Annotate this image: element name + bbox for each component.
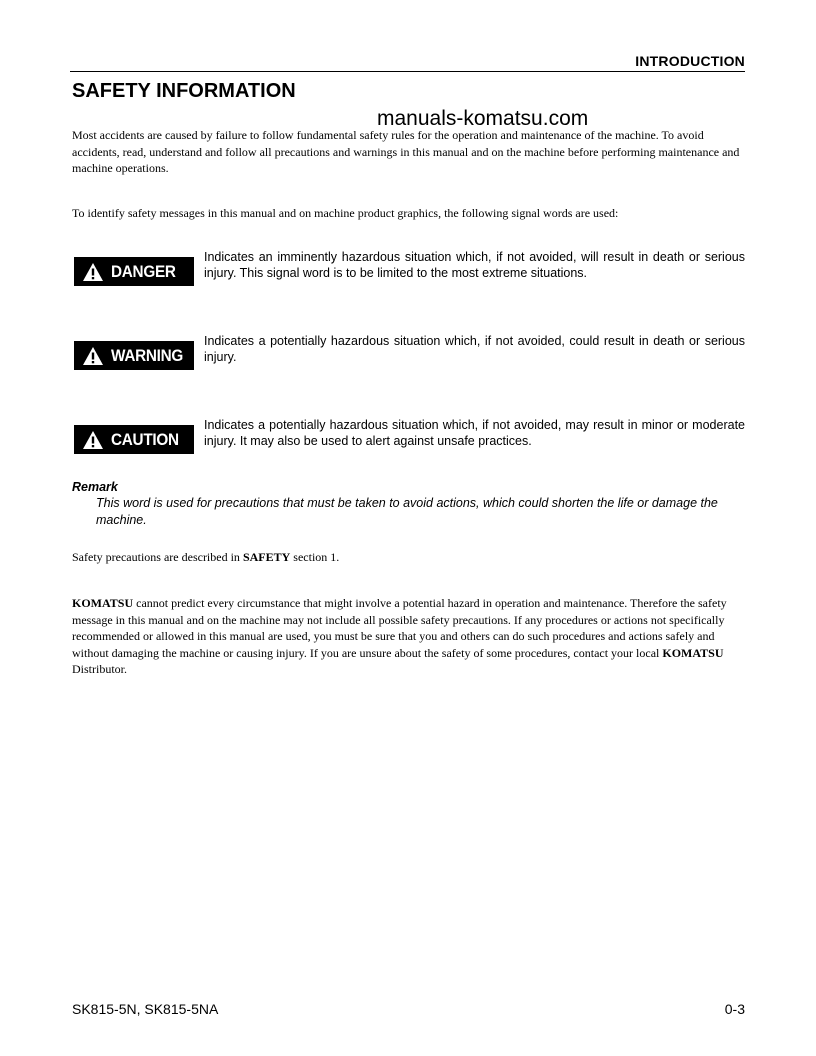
komatsu-paragraph [72,595,744,678]
footer-page-number: 0-3 [724,1001,745,1017]
watermark-text: manuals-komatsu.com [377,107,589,130]
warning-triangle-icon [82,262,104,282]
safety-reference-after: section 1. [290,550,340,564]
warning-triangle-icon [82,346,104,366]
danger-badge [74,257,194,286]
remark-title: Remark [72,480,118,494]
safety-reference [72,549,744,566]
remark-text: This word is used for precautions that must be taken to avoid actions, which could shorten the life or damage the machine. [96,496,718,527]
komatsu-paragraph-end: Distributor. [72,662,128,676]
signal-words-intro: To identify safety messages in this manual and on machine product graphics, the following signal words are used: [72,206,619,220]
warning-badge-label: WARNING [111,345,184,365]
komatsu-paragraph-body: cannot predict every circumstance that might involve a potential hazard in operation and maintenance. Therefore the safety message in this manual and on the machine may not include all possible safety precautions. If any procedures or actions not specifically recommended or allowed in this manual are used, you must be sure that you and others can do such procedures and actions safely and without damaging the machine or causing injury. If you are unsure about the safety of some procedures, contact your local [72,596,727,660]
page-title: SAFETY INFORMATION [72,80,296,102]
header-section-label: INTRODUCTION [635,53,745,69]
danger-badge-label: DANGER [111,261,176,281]
safety-reference-bold: SAFETY [242,550,291,564]
footer-model: SK815-5N, SK815-5NA [72,1001,219,1017]
caution-badge-label: CAUTION [111,429,179,449]
komatsu-brand-2: KOMATSU [662,645,724,660]
intro-paragraph: Most accidents are caused by failure to follow fundamental safety rules for the operation and maintenance of the machine. To avoid accidents, read, understand and follow all precautions and warnings in this manual and on the machine before performing maintenance and machine operations. [72,128,740,175]
warning-description: Indicates a potentially hazardous situation which, if not avoided, could result in death or serious injury. [204,334,745,364]
warning-triangle-icon [82,430,104,450]
safety-reference-before: Safety precautions are described in [72,550,243,564]
caution-badge [74,425,194,454]
caution-description: Indicates a potentially hazardous situation which, if not avoided, may result in minor or moderate injury. It may also be used to alert against unsafe practices. [204,418,745,448]
danger-description: Indicates an imminently hazardous situation which, if not avoided, will result in death or serious injury. This signal word is to be limited to the most extreme situations. [204,250,745,280]
warning-badge [74,341,194,370]
komatsu-brand: KOMATSU [72,596,134,610]
header-divider [70,71,745,72]
